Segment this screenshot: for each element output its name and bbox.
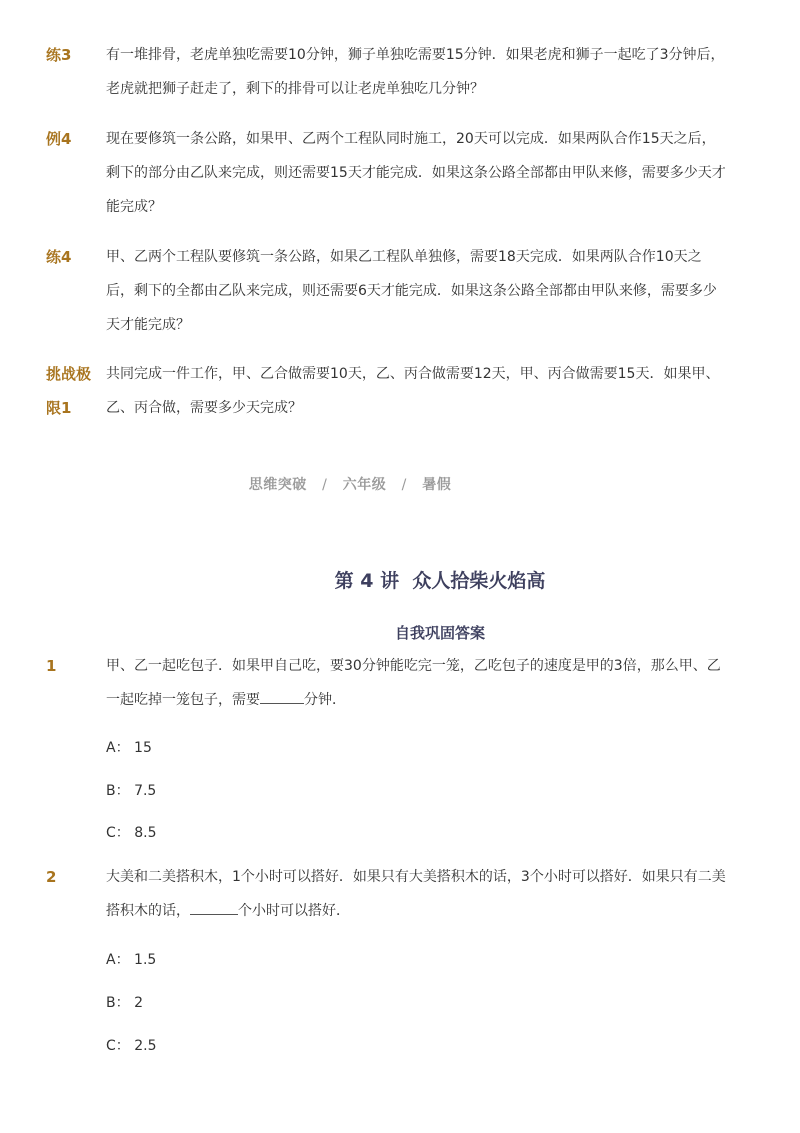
question-2-option-a: [106, 950, 156, 970]
option-letter: A：: [106, 740, 130, 756]
option-letter: B：: [106, 995, 130, 1011]
option-value: 1.5: [134, 952, 157, 968]
question-number: 1: [46, 657, 57, 675]
question-text-after: 分钟．: [304, 692, 346, 708]
option-letter: B：: [106, 783, 130, 799]
option-value: 7.5: [134, 783, 157, 799]
footer-series: 思维突破: [248, 477, 307, 493]
option-letter: A：: [106, 952, 130, 968]
option-letter: C：: [106, 825, 130, 841]
answer-blank: [260, 689, 304, 704]
problem-label: 练3: [46, 46, 72, 64]
problem-text: 甲、乙两个工程队要修筑一条公路，如果乙工程队单独修，需要18天完成．如果两队合作10天之后，剩下的全都由乙队来完成，则还需要6天才能完成．如果这条公路全部都由甲队来修，需要多少天才能完成？: [106, 249, 717, 333]
question-2-option-c: [106, 1036, 157, 1056]
lecture-title: 第 4 讲 众人拾柴火焰高: [334, 570, 546, 592]
option-value: 2: [134, 995, 143, 1011]
question-text-before: 甲、乙一起吃包子．如果甲自己吃，要30分钟能吃完一笼，乙吃包子的速度是甲的3倍，那么甲、乙一起吃掉一笼包子，需要: [106, 658, 721, 708]
option-value: 2.5: [134, 1038, 157, 1054]
question-text: [106, 860, 726, 928]
answer-blank: [190, 900, 238, 915]
problem-label-line2: 限1: [46, 399, 72, 417]
option-value: 15: [134, 740, 152, 756]
footer-grade: 六年级: [342, 477, 387, 493]
problem-text: 共同完成一件工作，甲、乙合做需要10天，乙、丙合做需要12天，甲、丙合做需要15天．如果甲、乙、丙合做，需要多少天完成？: [106, 366, 720, 416]
question-number: 2: [46, 868, 57, 886]
problem-text: 有一堆排骨，老虎单独吃需要10分钟，狮子单独吃需要15分钟．如果老虎和狮子一起吃了3分钟后，老虎就把狮子赶走了，剩下的排骨可以让老虎单独吃几分钟？: [106, 47, 725, 97]
question-1-option-c: [106, 823, 157, 843]
question-text: [106, 649, 726, 717]
option-letter: C：: [106, 1038, 130, 1054]
problem-label: 例4: [46, 130, 72, 148]
page-footer: [0, 474, 700, 494]
question-2-option-b: [106, 993, 143, 1013]
problem-label: 练4: [46, 248, 72, 266]
question-text-before: 大美和二美搭积木，1个小时可以搭好．如果只有大美搭积木的话，3个小时可以搭好．如果只有二美搭积木的话，: [106, 869, 726, 919]
footer-separator: /: [401, 477, 407, 493]
problem-label: [46, 357, 98, 425]
section-title: 自我巩固答案: [394, 624, 485, 642]
question-1-option-b: [106, 781, 156, 801]
footer-separator: /: [322, 477, 328, 493]
question-text-after: 个小时可以搭好．: [238, 903, 350, 919]
option-value: 8.5: [134, 825, 157, 841]
problem-text: 现在要修筑一条公路，如果甲、乙两个工程队同时施工，20天可以完成．如果两队合作15天之后，剩下的部分由乙队来完成，则还需要15天才能完成．如果这条公路全部都由甲队来修，需要多少天才能完成？: [106, 131, 726, 215]
problem-label-line1: 挑战极: [46, 365, 92, 383]
question-1-option-a: [106, 738, 152, 758]
footer-term: 暑假: [422, 477, 452, 493]
